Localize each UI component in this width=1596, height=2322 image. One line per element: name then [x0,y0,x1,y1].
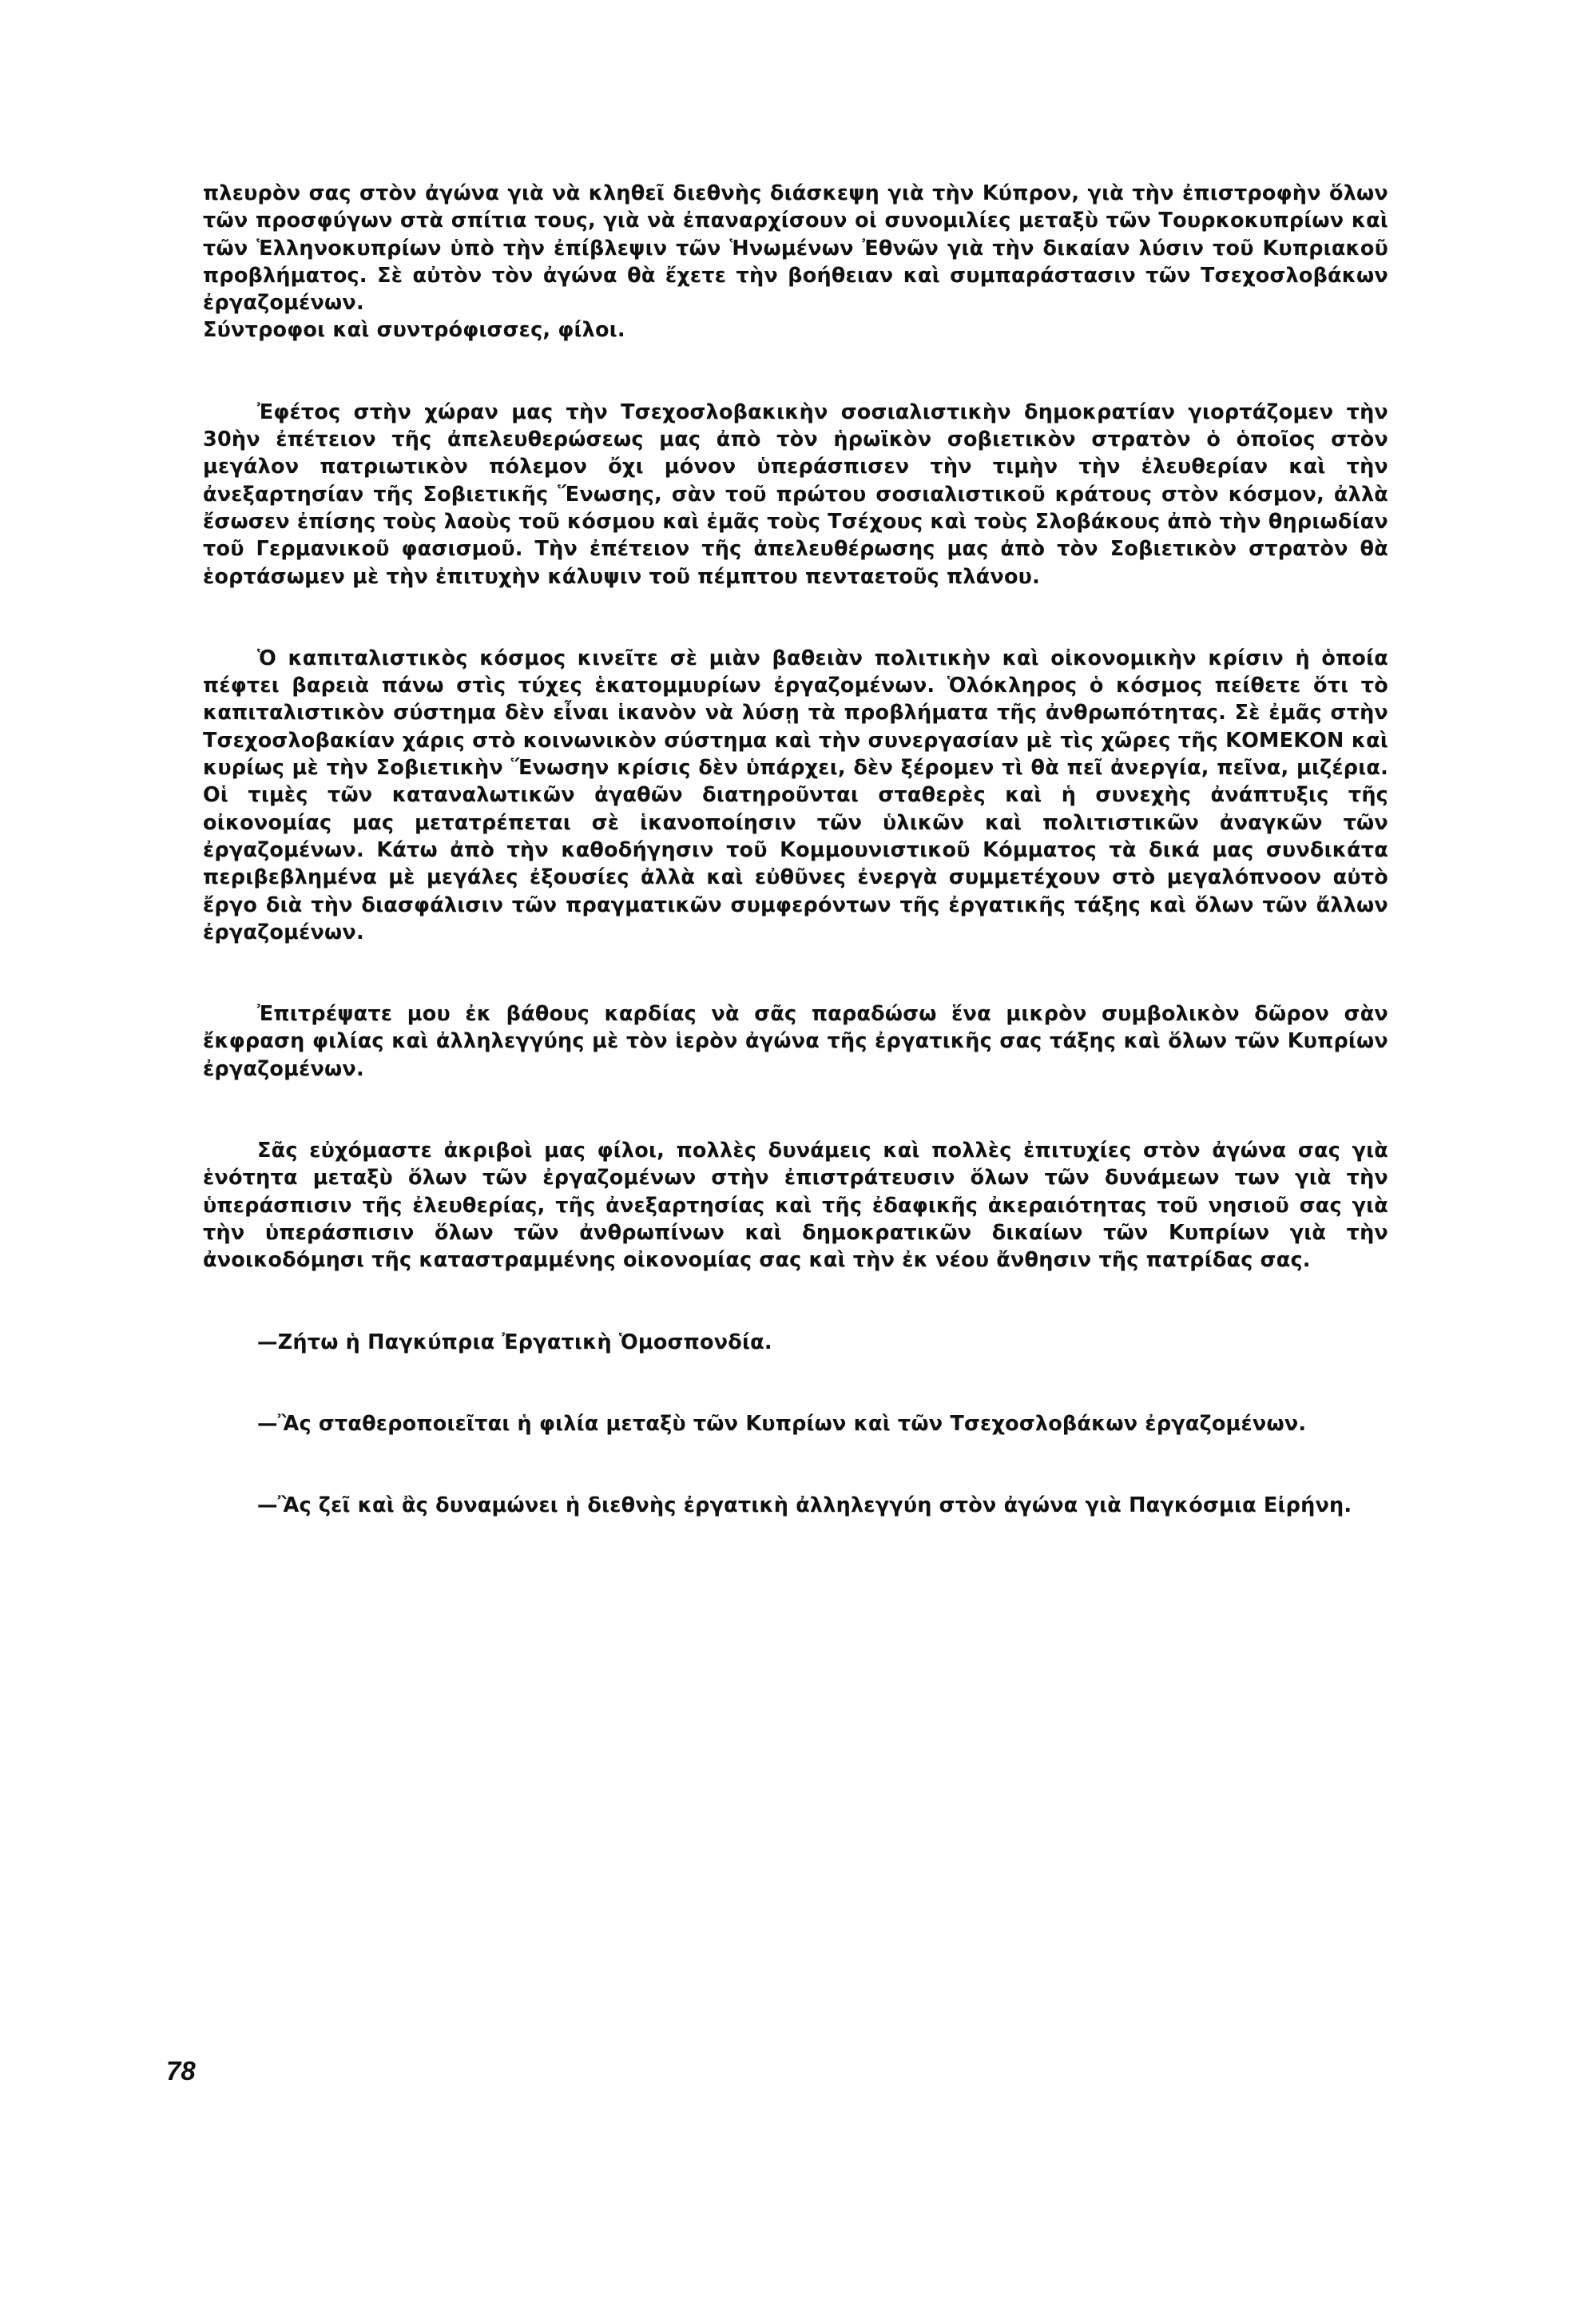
slogan-solidarity: —Ἂς ζεῖ καὶ ἂς δυναμώνει ἡ διεθνὴς ἐργατικὴ ἀλληλεγγύη στὸν ἀγώνα γιὰ Παγκόσμια Εἰρήνη. [257,1493,1352,1518]
slogan-federation: —Ζήτω ἡ Παγκύπρια Ἐργατικὴ Ὁμοσπονδία. [257,1330,772,1354]
intro-paragraph: πλευρὸν σας στὸν ἀγώνα γιὰ νὰ κληθεῖ διεθνὴς διάσκεψη γιὰ τὴν Κύπρον, γιὰ τὴν ἐπιστροφὴν ὅλων τῶν προσφύγων στὰ σπίτια τους, γιὰ νὰ ἐπαναρχίσουν οἱ συνομιλίες μεταξὺ τῶν Τουρκοκυπρίων καὶ τῶν Ἑλληνοκυπρίων ὑπὸ τὴν ἐπίβλεψιν τῶν Ἡνωμένων Ἐθνῶν γιὰ τὴν δικαίαν λύσιν τοῦ Κυπριακοῦ προβλήματος. Σὲ αὐτὸν τὸν ἀγώνα θὰ ἔχετε τὴν βοήθειαν καὶ συμπαράστασιν τῶν Τσεχοσλοβάκων ἐργαζομένων. [203,181,1388,316]
paragraph-wishes: Σᾶς εὐχόμαστε ἀκριβοὶ μας φίλοι, πολλὲς δυνάμεις καὶ πολλὲς ἐπιτυχίες στὸν ἀγώνα σας γιὰ ἑνότητα μεταξὺ ὅλων τῶν ἐργαζομένων στὴν ἐπιστράτευσιν ὅλων τῶν δυνάμεων των γιὰ τὴν ὑπεράσπισιν τῆς ἐλευθερίας, τῆς ἀνεξαρτησίας καὶ τῆς ἐδαφικῆς ἀκεραιότητας τοῦ νησιοῦ σας γιὰ τὴν ὑπεράσπισιν ὅλων τῶν ἀνθρωπίνων καὶ δημοκρατικῶν δικαίων τῶν Κυπρίων γιὰ τὴν ἀνοικοδόμησι τῆς καταστραμμένης οἰκονομίας σας καὶ τὴν ἐκ νέου ἄνθησιν τῆς πατρίδας σας. [203,1139,1388,1273]
page-number: 78 [166,2056,196,2085]
paragraph-capitalist-crisis: Ὁ καπιταλιστικὸς κόσμος κινεῖτε σὲ μιὰν βαθειὰν πολιτικὴν καὶ οἰκονομικὴν κρίσιν ἡ ὁποία πέφτει βαρειὰ πάνω στὶς τύχες ἑκατομμυρίων ἐργαζομένων. Ὁλόκληρος ὁ κόσμος πείθετε ὅτι τὸ καπιταλιστικὸν σύστημα δὲν εἶναι ἱκανὸν νὰ λύσῃ τὰ προβλήματα τῆς ἀνθρωπότητας. Σὲ ἐμᾶς στὴν Τσεχοσλοβακίαν χάρις στὸ κοινωνικὸν σύστημα καὶ τὴν συνεργασίαν μὲ τὶς χῶρες τῆς ΚΟΜΕΚΟΝ καὶ κυρίως μὲ τὴν Σοβιετικὴν Ἕνωσην κρίσις δὲν ὑπάρχει, δὲν ξέρομεν τὶ θὰ πεῖ ἀνεργία, πεῖνα, μιζέρια. Οἱ τιμὲς τῶν καταναλωτικῶν ἀγαθῶν διατηροῦνται σταθερὲς καὶ ἡ συνεχὴς ἀνάπτυξις τῆς οἰκονομίας μας μετατρέπεται σὲ ἱκανοποίησιν τῶν ὑλικῶν καὶ πολιτιστικῶν ἀναγκῶν τῶν ἐργαζομένων. Κάτω ἀπὸ τὴν καθοδήγησιν τοῦ Κομμουνιστικοῦ Κόμματος τὰ δικά μας συνδικάτα περιβεβλημένα μὲ μεγάλες ἐξουσίες ἀλλὰ καὶ εὐθῦνες ἐνεργὰ συμμετέχουν στὸ μεγαλόπνοον αὐτὸ ἔργο διὰ τὴν διασφάλισιν τῶν πραγματικῶν συμφερόντων τῆς ἐργατικῆς τάξης καὶ ὅλων τῶν ἄλλων ἐργαζομένων. [203,646,1388,944]
salutation: Σύντροφοι καὶ συντρόφισσες, φίλοι. [203,318,625,343]
paragraph-liberation-anniversary: Ἐφέτος στὴν χώραν μας τὴν Τσεχοσλοβακικὴν σοσιαλιστικὴν δημοκρατίαν γιορτάζομεν τὴν 30ὴν ἐπέτειον τῆς ἀπελευθερώσεως μας ἀπὸ τὸν ἡρωϊκὸν σοβιετικὸν στρατὸν ὁ ὁποῖος στὸν μεγάλον πατριωτικὸν πόλεμον ὄχι μόνον ὑπεράσπισεν τὴν τιμὴν τὴν ἐλευθερίαν καὶ τὴν ἀνεξαρτησίαν τῆς Σοβιετικῆς Ἕνωσης, σὰν τοῦ πρώτου σοσιαλιστικοῦ κράτους στὸν κόσμον, ἀλλὰ ἔσωσεν ἐπίσης τοὺς λαοὺς τοῦ κόσμου καὶ ἐμᾶς τοὺς Τσέχους καὶ τοὺς Σλοβάκους ἀπὸ τὴν θηριωδίαν τοῦ Γερμανικοῦ φασισμοῦ. Τὴν ἐπέτειον τῆς ἀπελευθέρωσης μας ἀπὸ τὸν Σοβιετικὸν στρατὸν θὰ ἑορτάσωμεν μὲ τὴν ἐπιτυχὴν κάλυψιν τοῦ πέμπτου πενταετοῦς πλάνου. [203,400,1388,589]
body-text [203,180,1388,1573]
paragraph-symbolic-gift: Ἐπιτρέψατε μου ἐκ βάθους καρδίας νὰ σᾶς παραδώσω ἕνα μικρὸν συμβολικὸν δῶρον σὰν ἔκφραση φιλίας καὶ ἀλληλεγγύης μὲ τὸν ἱερὸν ἀγώνα τῆς ἐργατικῆς σας τάξης καὶ ὅλων τῶν Κυπρίων ἐργαζομένων. [203,1002,1388,1081]
slogan-friendship: —Ἂς σταθεροποιεῖται ἡ φιλία μεταξὺ τῶν Κυπρίων καὶ τῶν Τσεχοσλοβάκων ἐργαζομένων. [257,1411,1307,1436]
